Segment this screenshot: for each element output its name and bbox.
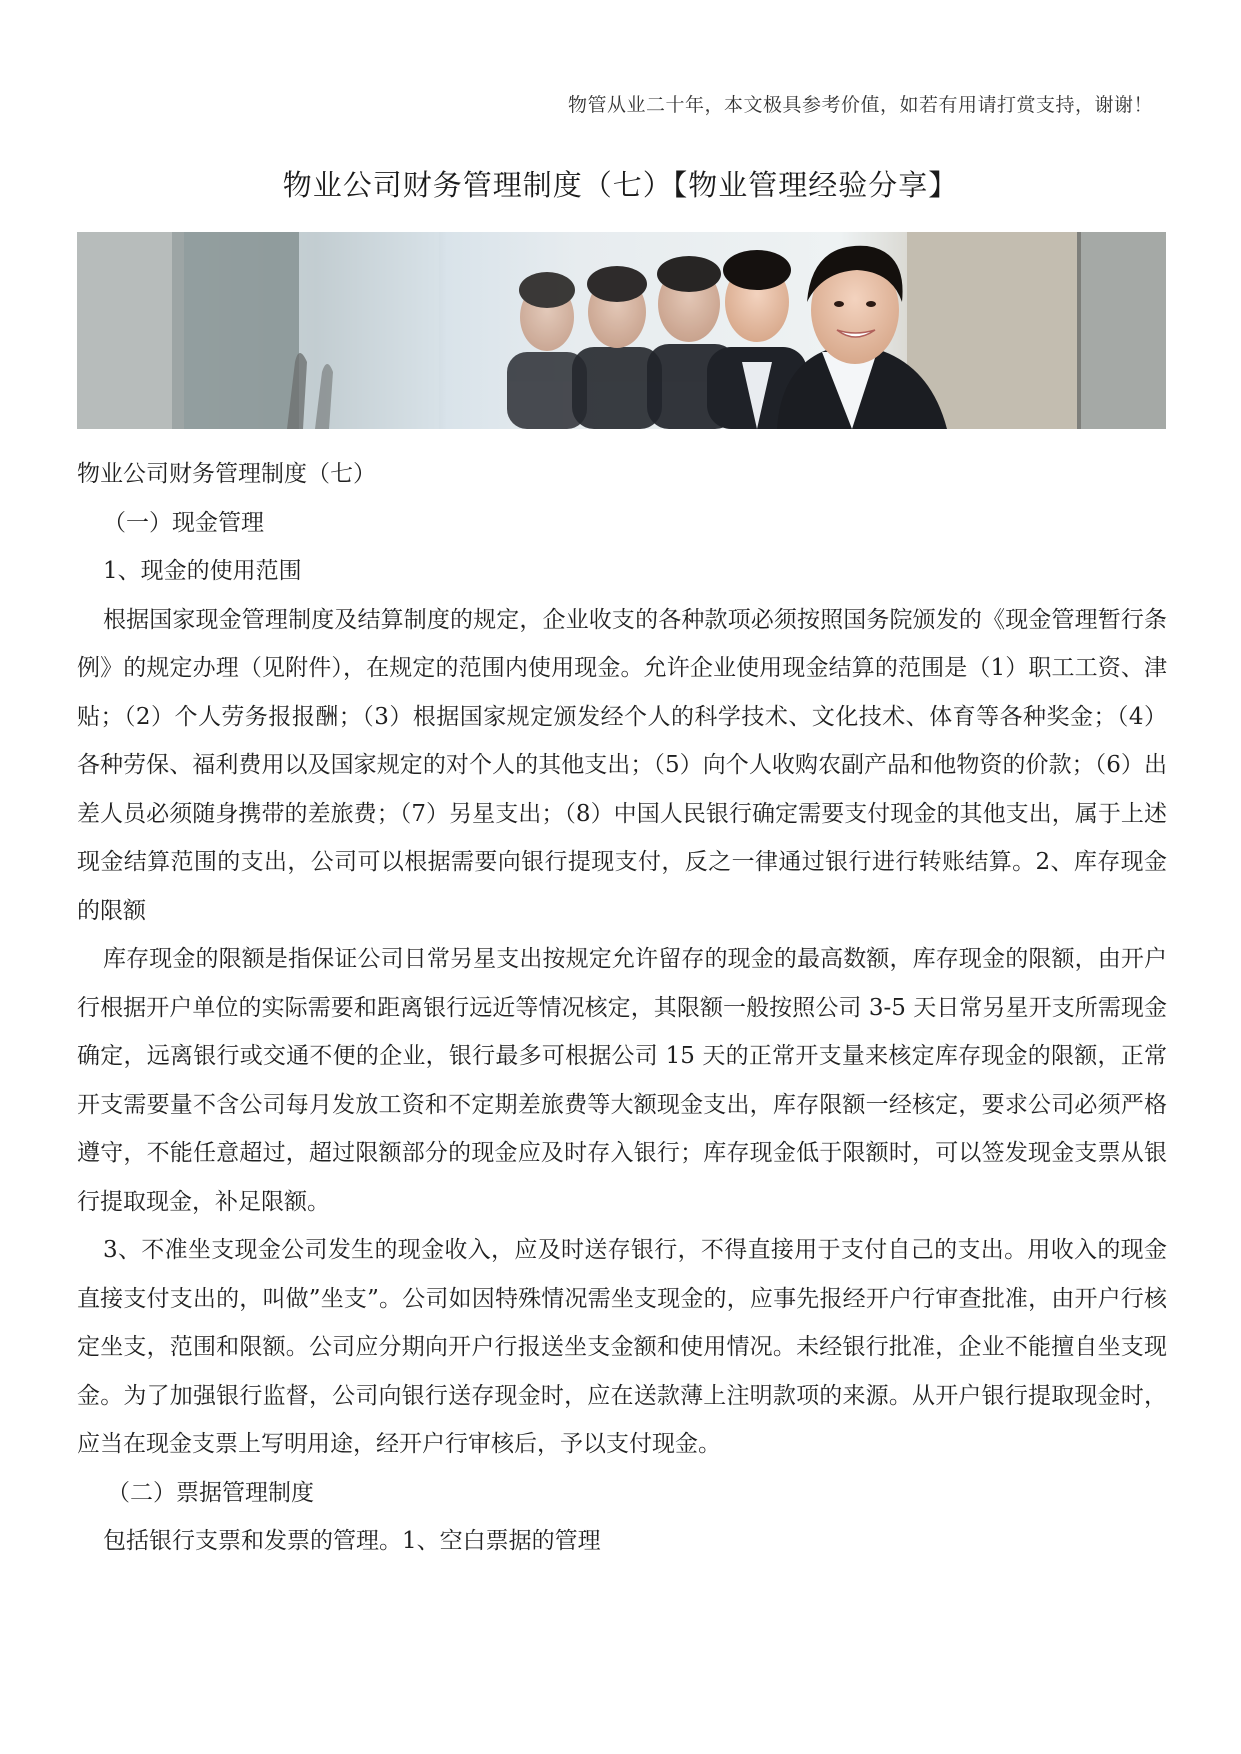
paragraph: 3、不准坐支现金公司发生的现金收入，应及时送存银行，不得直接用于支付自己的支出。用收入的现金直接支付支出的，叫做”坐支”。公司如因特殊情况需坐支现金的，应事先报经开户行审查批准，由开户行核定坐支，范围和限额。公司应分期向开户行报送坐支金额和使用情况。未经银行批准，企业不能擅自坐支现金。为了加强银行监督，公司向银行送存现金时，应在送款薄上注明款项的来源。从开户银行提取现金时，应当在现金支票上写明用途，经开户行审核后，予以支付现金。 <box>77 1237 1167 1457</box>
paragraph: 库存现金的限额是指保证公司日常另星支出按规定允许留存的现金的最高数额，库存现金的限额，由开户行根据开户单位的实际需要和距离银行远近等情况核定，其限额一般按照公司 3-5 天日常另星开支所需现金确定，远离银行或交通不便的企业，银行最多可根据公司 15 天的正常开支量来核定库存现金的限额，正常开支需要量不含公司每月发放工资和不定期差旅费等大额现金支出，库存限额一经核定，要求公司必须严格遵守，不能任意超过，超过限额部分的现金应及时存入银行；库存现金低于限额时，可以签发现金支票从银行提取现金，补足限额。 <box>77 946 1167 1215</box>
subsection-heading: （二）票据管理制度 <box>107 1479 314 1506</box>
paragraph: 包括银行支票和发票的管理。1、空白票据的管理 <box>103 1528 601 1554</box>
subsection-heading: （一）现金管理 <box>103 509 264 536</box>
document-body <box>77 450 1167 1566</box>
paragraph: 根据国家现金管理制度及结算制度的规定，企业收支的各种款项必须按照国务院颁发的《现金管理暂行条例》的规定办理（见附件），在规定的范围内使用现金。允许企业使用现金结算的范围是（1）职工工资、津贴；（2）个人劳务报报酬；（3）根据国家规定颁发经个人的科学技术、文化技术、体育等各种奖金；（4）各种劳保、福利费用以及国家规定的对个人的其他支出；（5）向个人收购农副产品和他物资的价款；（6）出差人员必须随身携带的差旅费；（7）另星支出；（8）中国人民银行确定需要支付现金的其他支出，属于上述现金结算范围的支出，公司可以根据需要向银行提现支付，反之一律通过银行进行转账结算。2、库存现金的限额 <box>77 606 1167 924</box>
banner-photo <box>77 232 1166 429</box>
page-title: 物业公司财务管理制度（七）【物业管理经验分享】 <box>282 168 959 202</box>
section-heading: 物业公司财务管理制度（七） <box>77 461 376 487</box>
header-note: 物管从业二十年，本文极具参考价值，如若有用请打赏支持，谢谢！ <box>567 94 1153 116</box>
item-heading: 1、现金的使用范围 <box>103 558 302 584</box>
